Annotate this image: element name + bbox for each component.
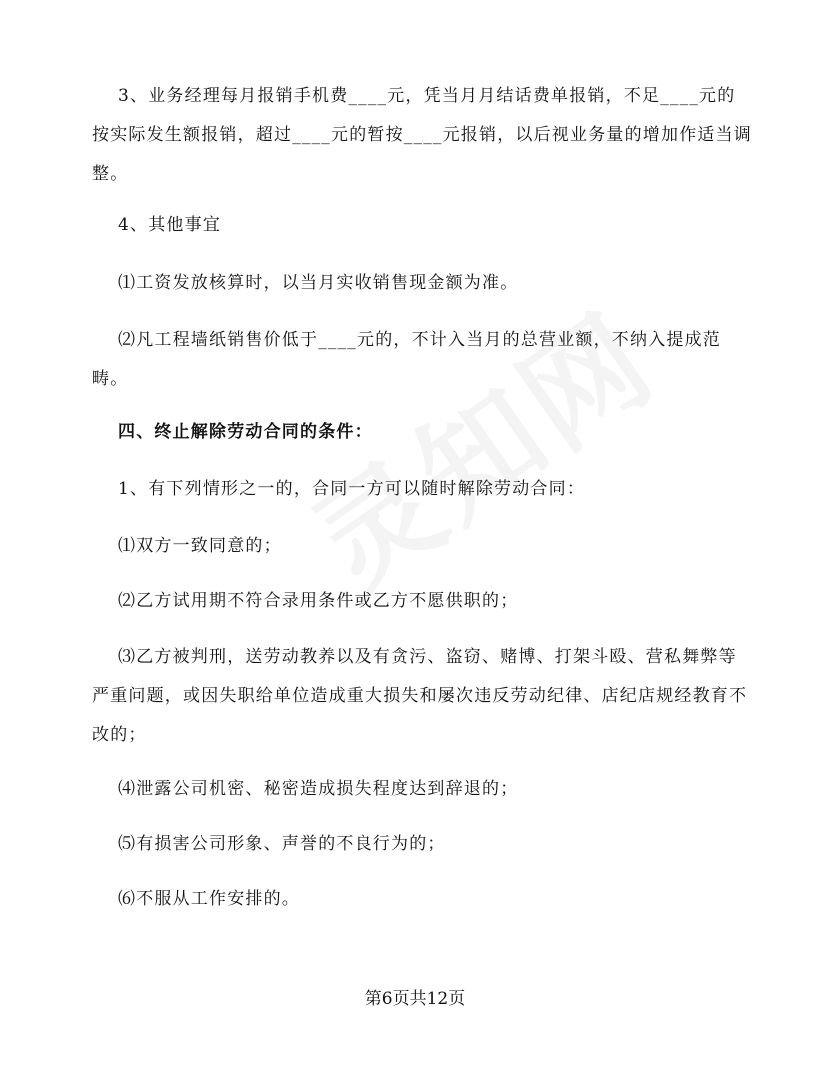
list-item-leak-secrets: ⑷泄露公司机密、秘密造成损失程度达到辞退的； <box>118 779 519 799</box>
list-item-disobey: ⑹不服从工作安排的。 <box>118 889 300 909</box>
paragraph-salary-calculation: ⑴工资发放核算时，以当月实收销售现金额为准。 <box>118 273 519 293</box>
paragraph-other-matters: 4、其他事宜 <box>118 215 222 235</box>
paragraph-termination-conditions: 1、有下列情形之一的，合同一方可以随时解除劳动合同： <box>118 479 586 499</box>
list-item-damage-image: ⑸有损害公司形象、声誉的不良行为的； <box>118 834 446 854</box>
list-item-mutual-consent: ⑴双方一致同意的； <box>118 536 282 556</box>
page-number-footer: 第6页共12页 <box>364 989 466 1009</box>
list-item-serious-misconduct: ⑶乙方被判刑，送劳动教养以及有贪污、盗窃、赌博、打架斗殴、营私舞弊等严重问题，或因失职给单位造成重大损失和屡次违反劳动纪律、店纪店规经教育不改的； <box>92 647 748 745</box>
paragraph-wallpaper-price: ⑵凡工程墙纸销售价低于____元的，不计入当月的总营业额，不纳入提成范畴。 <box>92 330 721 389</box>
paragraph-phone-reimbursement: 3、业务经理每月报销手机费____元，凭当月月结话费单报销，不足____元的按实际发生额报销，超过____元的暂按____元报销，以后视业务量的增加作适当调整。 <box>92 86 752 184</box>
list-item-probation: ⑵乙方试用期不符合录用条件或乙方不愿供职的； <box>118 591 519 611</box>
section-heading-termination: 四、终止解除劳动合同的条件： <box>118 422 373 442</box>
